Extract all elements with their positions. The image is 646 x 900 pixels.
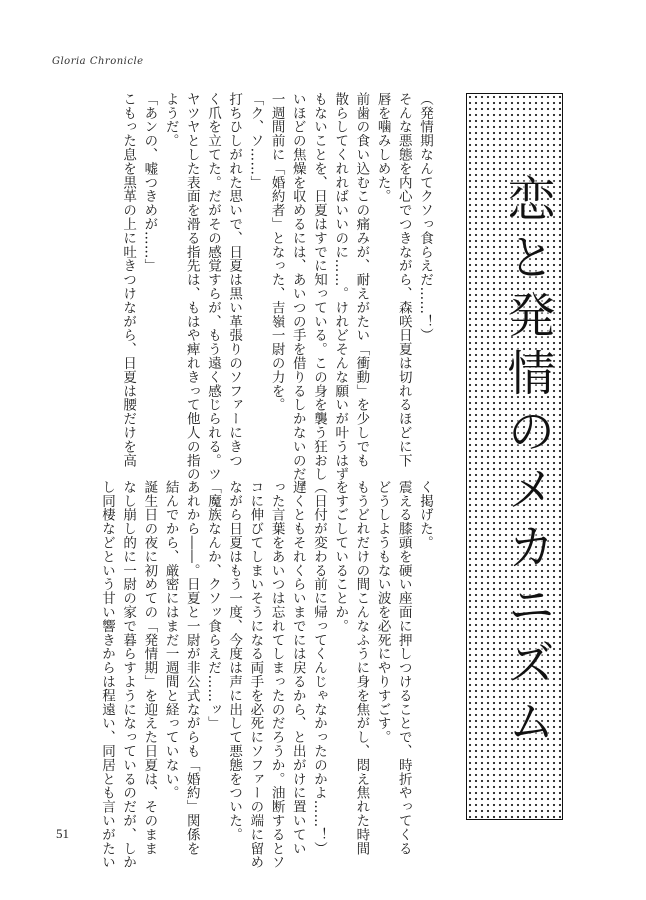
text-line: なし崩し的に一尉の家で暮らすようになっているのだが、しか [120,480,137,870]
text-line: く爪を立てた。だがその感覚すらが、もう遠く感じられる。ツ [204,92,221,482]
text-line: く掲げた。 [417,480,433,550]
text-line: 散らしてくれればいいのに……。けれどそんな願いが叶うはず [332,92,349,482]
text-line: もうどれだけの間こんなふうに身を焦がし、悶え焦れた時間 [353,480,370,856]
text-line: し同棲などという甘い響きからは程遠い、同居とも言いがたい [98,480,115,870]
text-line: ようだ。 [162,92,179,148]
text-line: 震える膝頭を硬い座面に押しつけることで、時折やってくる [395,480,412,856]
text-line: 「ク、ソ……」 [247,92,264,190]
text-line: （日付が変わる前に帰ってくんじゃなかったのかよ……！） [310,480,327,856]
text-line: 遅くともそれくらいまでには戻るから、と出がけに置いてい [289,480,306,856]
text-line: 結んでから、厳密にはまだ一週間と経っていない。 [162,480,179,800]
body-column-top [117,92,435,496]
text-line: 唇を噛みしめた。 [374,92,391,204]
text-line: 「魔族なんか、クソッ食らえだ……ッ」 [204,480,221,731]
text-line: どうしようもない波を必死にやりすごす。 [374,480,391,745]
page-number: 51 [56,826,69,841]
text-line: こもった息を黒革の上に吐きつけながら、日夏は腰だけを高 [120,92,137,468]
chapter-title-box [466,93,563,820]
running-header: Gloria Chronicle [52,56,144,67]
text-line: ヤツヤとした表面を滑る指先は、もはや痺れきって他人の指の [183,92,200,482]
text-line: 打ちひしがれた思いで、日夏は黒い革張りのソファーにきつ [226,92,243,468]
text-line: った言葉をあいつは忘れてしまったのだろうか。油断するとソ [268,480,285,870]
text-line: もないことを、日夏はすでに知っている。この身を襲う狂おし [310,92,327,482]
text-line: いほどの焦燥を収めるには、あいつの手を借りるしかないのだ。 [289,92,306,496]
body-column-bottom [96,480,435,870]
text-line: そんな悪態を内心でつきながら、森咲日夏は切れるほどに下 [395,92,412,468]
text-line: 一週間前に「婚約者」となった、吉嶺一尉の力を。 [268,92,285,412]
text-line: コに伸びてしまいそうになる両手を必死にソファーの端に留め [247,480,264,870]
text-line: 「あンの、嘘つきめが……」 [141,92,158,273]
text-line: ながら日夏はもう一度、今度は声に出して悪態をついた。 [226,480,243,842]
text-line: 誕生日の夜に初めての「発情期」を迎えた日夏は、そのまま [141,480,158,856]
text-line: （発情期なんてクソっ食らえだ……！） [417,92,433,343]
text-line: 前歯の食い込むこの痛みが、耐えがたい「衝動」を少しでも [353,92,370,468]
chapter-title: 恋と発情のメカニズム [499,173,555,754]
text-line: あれから――。日夏と一尉が非公式ながらも「婚約」関係を [183,480,200,856]
text-line: をすごしていることか。 [332,480,349,633]
